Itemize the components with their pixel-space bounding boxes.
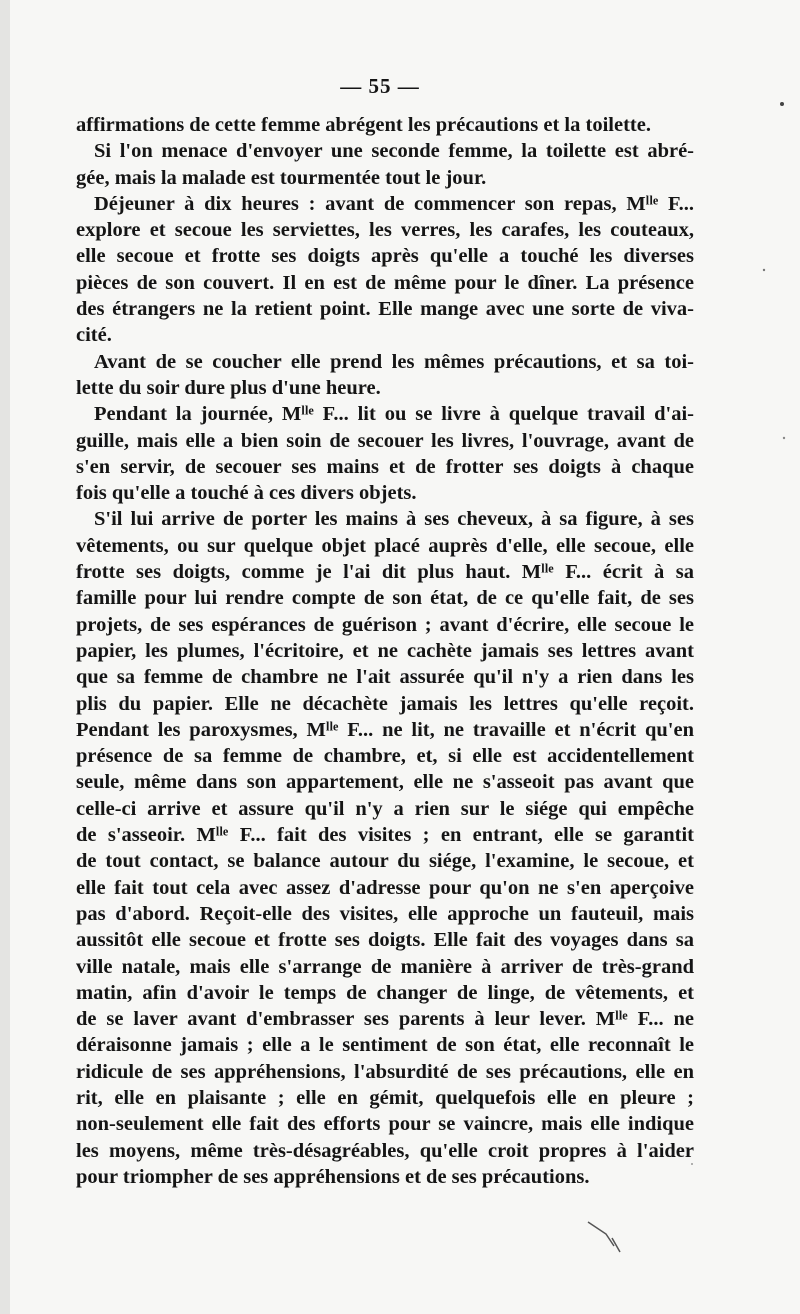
text-line: fois qu'elle a touché à ces divers objets. [76,482,417,505]
text-line: plis du papier. Elle ne décachète jamais les lettres qu'elle reçoit. [76,692,694,715]
text-line: elle secoue et frotte ses doigts après qu'elle a touché les diverses [76,245,694,268]
text-line: aussitôt elle secoue et frotte ses doigts. Elle fait des voyages dans sa [76,929,694,952]
text-line: matin, afin d'avoir le temps de changer de linge, de vêtements, et [76,981,694,1004]
speck [763,269,765,271]
speck [783,437,785,439]
text-line: présence de sa femme de chambre, et, si elle est accidentellement [76,745,694,768]
text-line: pour triompher de ses appréhensions et de ses précautions. [76,1165,590,1188]
text-line: vêtements, ou sur quelque objet placé auprès d'elle, elle secoue, elle [76,534,694,557]
text-line: de s'asseoir. Mˡˡᵉ F... fait des visites ; en entrant, elle se garantit [76,824,694,847]
text-line: cité. [76,324,112,347]
text-line: famille pour lui rendre compte de son état, de ce qu'elle fait, de ses [76,587,694,610]
text-line: projets, de ses espérances de guérison ; avant d'écrire, elle secoue le [76,613,694,636]
text-line: Déjeuner à dix heures : avant de commencer son repas, Mˡˡᵉ F... [94,192,694,215]
text-line: explore et secoue les serviettes, les verres, les carafes, les couteaux, [76,219,694,242]
text-line: Pendant la journée, Mˡˡᵉ F... lit ou se livre à quelque travail d'ai- [94,403,694,426]
text-line: lette du soir dure plus d'une heure. [76,376,381,399]
text-line: ville natale, mais elle s'arrange de manière à arriver de très-grand [76,955,694,978]
text-line: non-seulement elle fait des efforts pour se vaincre, mais elle indique [76,1113,694,1136]
text-line: Avant de se coucher elle prend les mêmes précautions, et sa toi- [94,350,694,373]
text-line: les moyens, même très-désagréables, qu'elle croit propres à l'aider [76,1139,694,1162]
text-line: de tout contact, se balance autour du siége, l'examine, le secoue, et [76,850,694,873]
page-edge [0,0,10,1314]
text-line: seule, même dans son appartement, elle ne s'asseoit pas avant que [76,771,694,794]
text-line: de se laver avant d'embrasser ses parents à leur lever. Mˡˡᵉ F... ne [76,1008,694,1031]
text-line: ridicule de ses appréhensions, l'absurdité de ses précautions, elle en [76,1060,694,1083]
body-text [76,112,694,1190]
text-line: celle-ci arrive et assure qu'il n'y a rien sur le siége qui empêche [76,797,694,820]
text-line: gée, mais la malade est tourmentée tout le jour. [76,166,487,189]
text-line: guille, mais elle a bien soin de secouer les livres, l'ouvrage, avant de [76,429,694,452]
speck [780,102,784,106]
text-line: s'en servir, de secouer ses mains et de frotter ses doigts à chaque [76,455,694,478]
page-number: — 55 — [340,74,420,98]
text-line: Pendant les paroxysmes, Mˡˡᵉ F... ne lit, ne travaille et n'écrit qu'en [76,718,694,741]
text-line: elle fait tout cela avec assez d'adresse pour qu'on ne s'en aperçoive [76,876,694,899]
text-line: affirmations de cette femme abrégent les précautions et la toilette. [76,114,651,136]
text-line: S'il lui arrive de porter les mains à ses cheveux, à sa figure, à ses [94,508,694,531]
text-line: que sa femme de chambre ne l'ait assurée qu'il n'y a rien dans les [76,666,694,689]
text-line: déraisonne jamais ; elle a le sentiment de son état, elle reconnaît le [76,1034,694,1057]
text-line: frotte ses doigts, comme je l'ai dit plus haut. Mˡˡᵉ F... écrit à sa [76,561,694,584]
text-line: pièces de son couvert. Il en est de même pour le dîner. La présence [76,271,694,294]
text-line: Si l'on menace d'envoyer une seconde femme, la toilette est abré- [94,140,694,163]
text-line: des étrangers ne la retient point. Elle mange avec une sorte de viva- [76,298,694,321]
ink-stroke-mark [588,1222,620,1252]
text-line: rit, elle en plaisante ; elle en gémit, quelquefois elle en pleure ; [76,1086,694,1109]
text-line: pas d'abord. Reçoit-elle des visites, elle approche un fauteuil, mais [76,902,694,925]
text-line: papier, les plumes, l'écritoire, et ne cachète jamais ses lettres avant [76,639,694,662]
